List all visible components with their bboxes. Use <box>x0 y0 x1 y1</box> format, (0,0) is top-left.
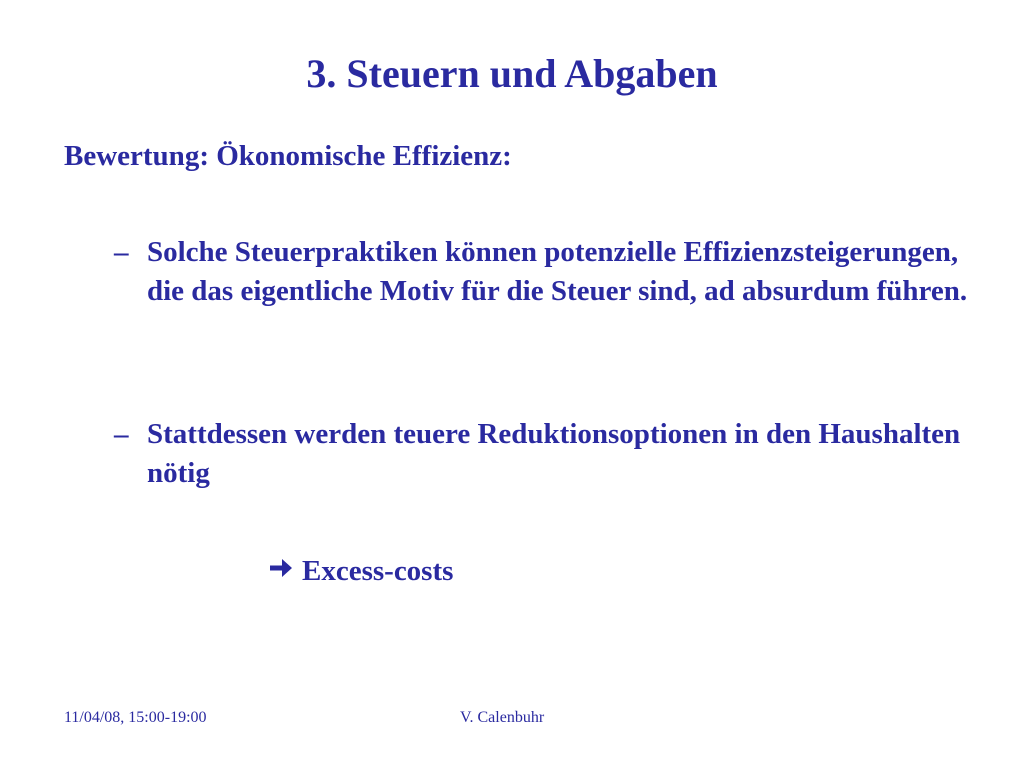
bullet-dash: – <box>114 418 129 450</box>
section-heading: Bewertung: Ökonomische Effizienz: <box>64 140 512 172</box>
conclusion-line <box>268 553 453 589</box>
bullet-text: Solche Steuerpraktiken können potenzielle Effizienzsteigerungen, die das eigentliche Motiv für die Steuer sind, ad absurdum führen. <box>147 236 968 307</box>
slide-title: 3. Steuern und Abgaben <box>306 51 718 96</box>
right-arrow-icon <box>268 553 294 589</box>
footer-date: 11/04/08, 15:00-19:00 <box>64 709 207 726</box>
bullet-text: Stattdessen werden teuere Reduktionsoptionen in den Haushalten nötig <box>147 418 961 489</box>
conclusion-text: Excess-costs <box>302 555 454 587</box>
bullet-item <box>114 233 974 311</box>
bullet-dash: – <box>114 236 129 268</box>
footer-author: V. Calenbuhr <box>460 709 545 726</box>
bullet-item <box>114 415 974 493</box>
